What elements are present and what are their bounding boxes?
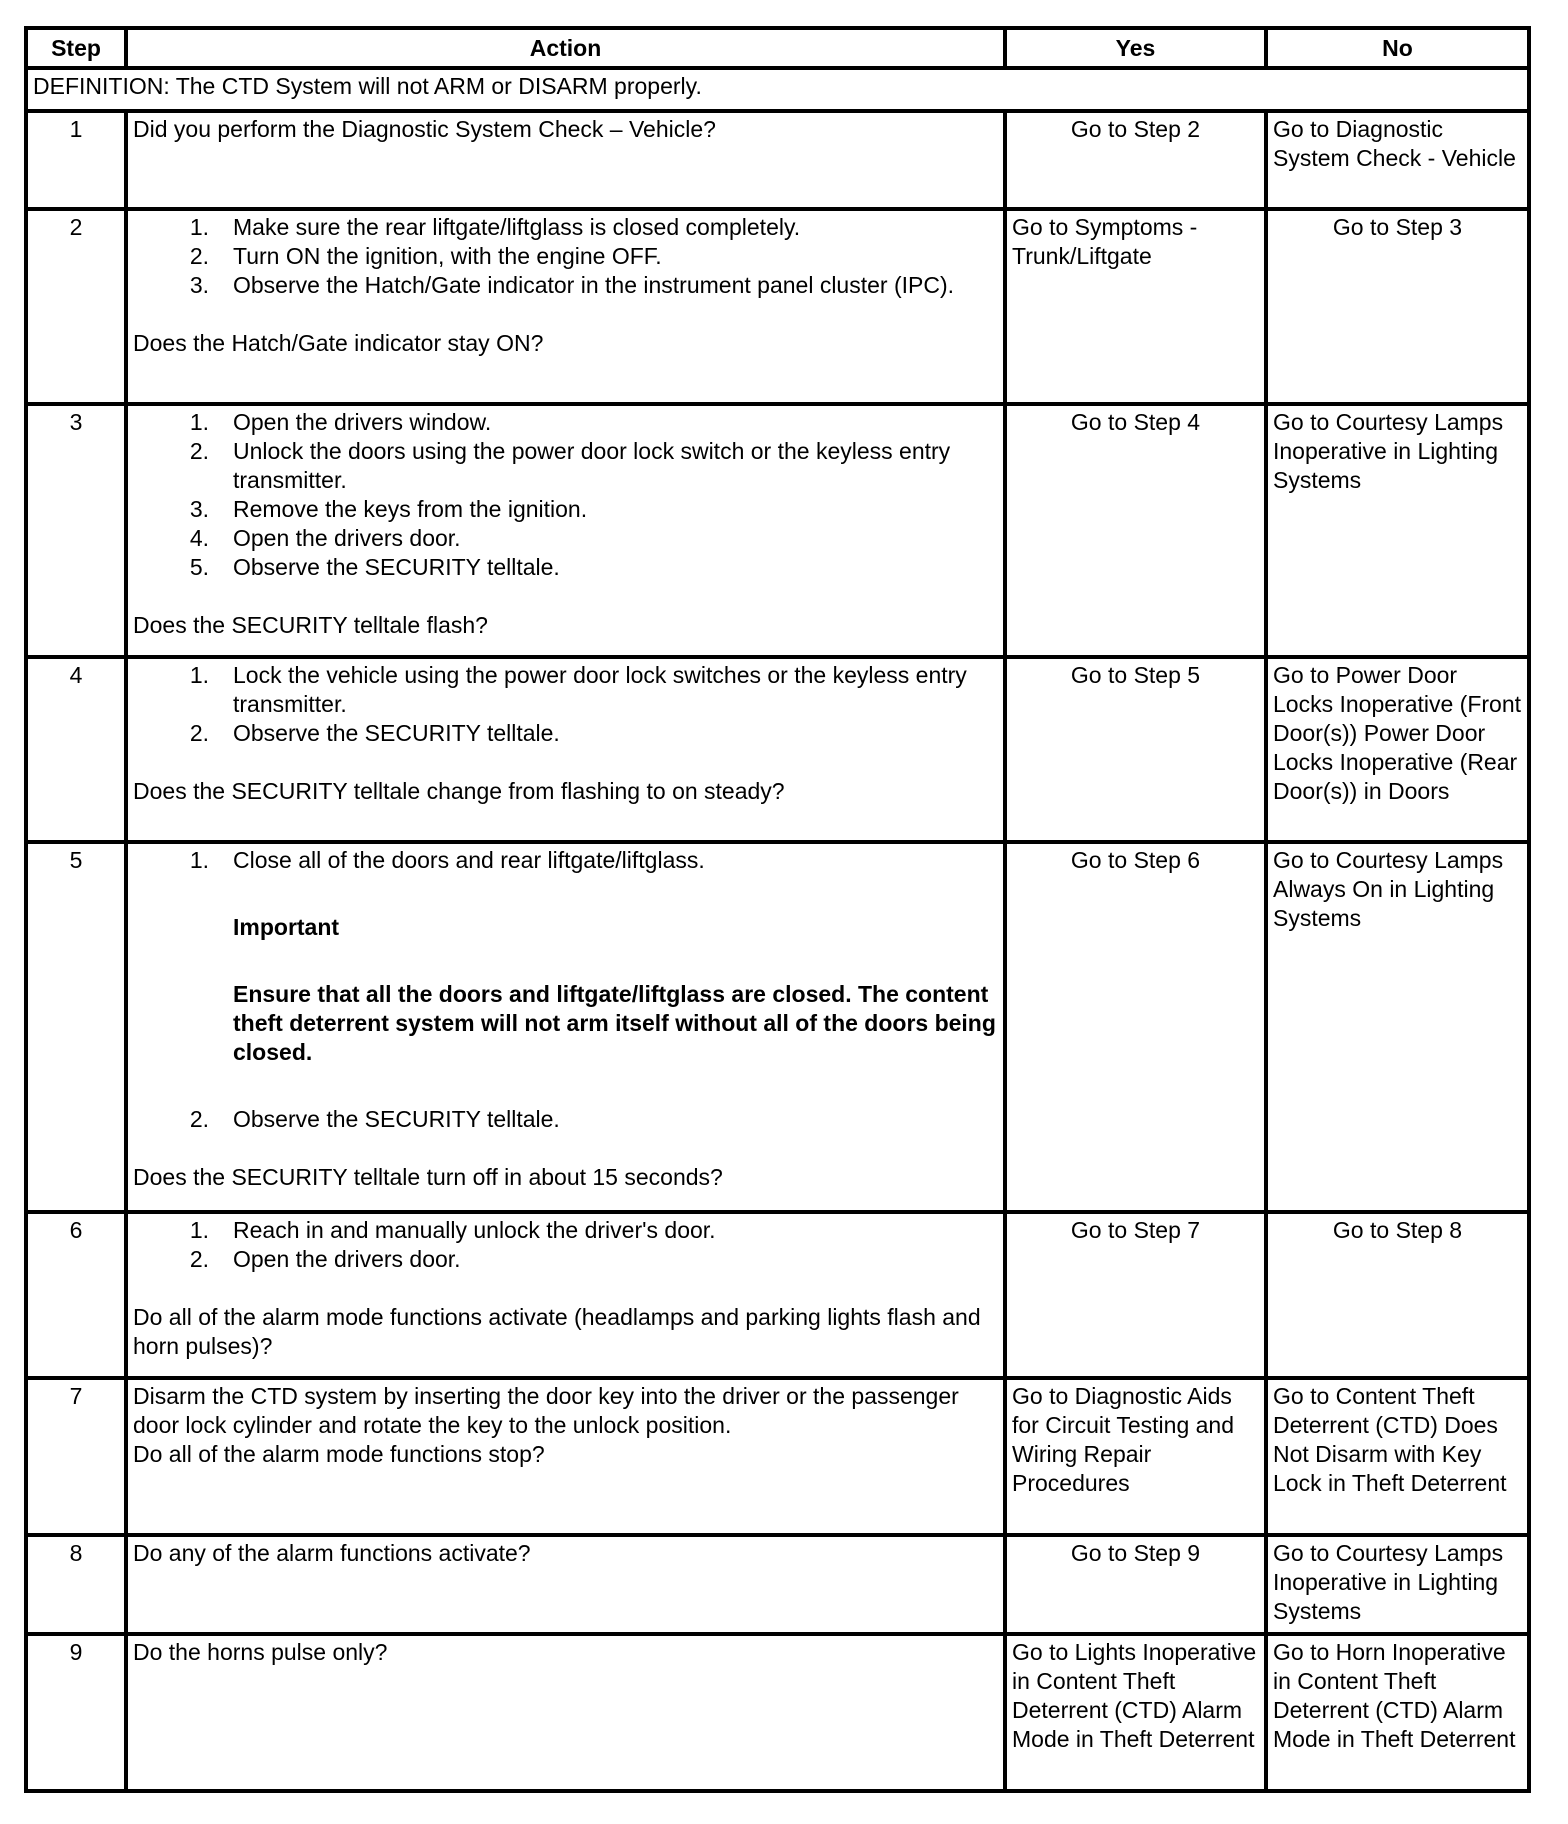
question-text: Does the SECURITY telltale flash?: [133, 612, 488, 638]
no-cell: Go to Courtesy Lamps Always On in Lighting Systems: [1266, 842, 1529, 1212]
question-text: Do the horns pulse only?: [133, 1639, 388, 1665]
substep-list: [133, 661, 998, 748]
question-text: Do all of the alarm mode functions activate (headlamps and parking lights flash and horn pulses)?: [133, 1304, 981, 1359]
table-row: [26, 657, 1529, 842]
definition-row: [26, 68, 1529, 111]
action-cell: [126, 1212, 1005, 1378]
step-number: 2: [26, 209, 126, 404]
yes-cell: Go to Step 4: [1005, 404, 1266, 657]
step-number: 9: [26, 1634, 126, 1791]
yes-cell: Go to Step 6: [1005, 842, 1266, 1212]
table-row: [26, 1212, 1529, 1378]
header-yes: Yes: [1005, 28, 1266, 68]
question-text: Did you perform the Diagnostic System Check – Vehicle?: [133, 116, 716, 142]
no-cell: Go to Courtesy Lamps Inoperative in Lighting Systems: [1266, 404, 1529, 657]
header-step: Step: [26, 28, 126, 68]
yes-cell: Go to Step 2: [1005, 111, 1266, 209]
table-row: [26, 1535, 1529, 1634]
action-cell: [126, 1535, 1005, 1634]
no-cell: Go to Power Door Locks Inoperative (Front Door(s)) Power Door Locks Inoperative (Rear Door(s)) in Doors: [1266, 657, 1529, 842]
header-row: [26, 28, 1529, 68]
yes-cell: Go to Step 9: [1005, 1535, 1266, 1634]
no-cell: Go to Step 3: [1266, 209, 1529, 404]
list-item: 2. Observe the SECURITY telltale.: [189, 1106, 560, 1132]
action-cell: [126, 111, 1005, 209]
list-item: 2. Open the drivers door.: [189, 1246, 461, 1272]
action-text: Disarm the CTD system by inserting the door key into the driver or the passenger door lock cylinder and rotate the key to the unlock position.: [133, 1383, 959, 1438]
list-item: 1. Close all of the doors and rear liftgate/liftglass.: [189, 847, 705, 873]
list-item: 3. Observe the Hatch/Gate indicator in the instrument panel cluster (IPC).: [189, 272, 954, 298]
question-text: Does the SECURITY telltale change from flashing to on steady?: [133, 778, 785, 804]
substep-list: [133, 846, 998, 875]
action-cell: [126, 1378, 1005, 1535]
diagnostic-table: [24, 26, 1531, 1793]
table-row: [26, 1634, 1529, 1791]
substep-list: [133, 1216, 998, 1274]
step-number: 1: [26, 111, 126, 209]
header-no: No: [1266, 28, 1529, 68]
table-row: [26, 404, 1529, 657]
step-number: 5: [26, 842, 126, 1212]
question-text: Does the Hatch/Gate indicator stay ON?: [133, 330, 544, 356]
table-row: [26, 111, 1529, 209]
list-item: 5. Observe the SECURITY telltale.: [189, 554, 560, 580]
yes-cell: Go to Symptoms - Trunk/Liftgate: [1005, 209, 1266, 404]
no-cell: Go to Content Theft Deterrent (CTD) Does Not Disarm with Key Lock in Theft Deterrent: [1266, 1378, 1529, 1535]
no-cell: Go to Courtesy Lamps Inoperative in Lighting Systems: [1266, 1535, 1529, 1634]
no-cell: Go to Step 8: [1266, 1212, 1529, 1378]
step-number: 6: [26, 1212, 126, 1378]
question-text: Do any of the alarm functions activate?: [133, 1540, 531, 1566]
action-cell: [126, 1634, 1005, 1791]
list-item: 1. Reach in and manually unlock the driver's door.: [189, 1217, 716, 1243]
action-cell: [126, 209, 1005, 404]
list-item: 4. Open the drivers door.: [189, 525, 461, 551]
important-note: Ensure that all the doors and liftgate/liftglass are closed. The content theft deterrent system will not arm itself without all of the doors being closed.: [233, 981, 996, 1065]
step-number: 7: [26, 1378, 126, 1535]
header-action: Action: [126, 28, 1005, 68]
step-number: 3: [26, 404, 126, 657]
definition-text: DEFINITION: The CTD System will not ARM or DISARM properly.: [26, 68, 1529, 111]
list-item: 2. Unlock the doors using the power door lock switch or the keyless entry transmitter.: [189, 438, 951, 493]
table-row: [26, 842, 1529, 1212]
action-cell: [126, 657, 1005, 842]
yes-cell: Go to Lights Inoperative in Content Theft Deterrent (CTD) Alarm Mode in Theft Deterrent: [1005, 1634, 1266, 1791]
important-heading: Important: [233, 914, 340, 940]
table-row: [26, 1378, 1529, 1535]
yes-cell: Go to Diagnostic Aids for Circuit Testing and Wiring Repair Procedures: [1005, 1378, 1266, 1535]
yes-cell: Go to Step 7: [1005, 1212, 1266, 1378]
substep-list: [133, 1105, 998, 1134]
step-number: 8: [26, 1535, 126, 1634]
question-text: Does the SECURITY telltale turn off in about 15 seconds?: [133, 1164, 723, 1190]
list-item: 3. Remove the keys from the ignition.: [189, 496, 588, 522]
table-row: [26, 209, 1529, 404]
question-text: Do all of the alarm mode functions stop?: [133, 1441, 545, 1467]
yes-cell: Go to Step 5: [1005, 657, 1266, 842]
substep-list: [133, 408, 998, 582]
list-item: 2. Turn ON the ignition, with the engine OFF.: [189, 243, 662, 269]
list-item: 1. Lock the vehicle using the power door lock switches or the keyless entry transmitter.: [189, 662, 967, 717]
list-item: 1. Open the drivers window.: [189, 409, 492, 435]
step-number: 4: [26, 657, 126, 842]
action-cell: [126, 842, 1005, 1212]
no-cell: Go to Horn Inoperative in Content Theft Deterrent (CTD) Alarm Mode in Theft Deterrent: [1266, 1634, 1529, 1791]
list-item: 2. Observe the SECURITY telltale.: [189, 720, 560, 746]
list-item: 1. Make sure the rear liftgate/liftglass is closed completely.: [189, 214, 801, 240]
no-cell: Go to Diagnostic System Check - Vehicle: [1266, 111, 1529, 209]
action-cell: [126, 404, 1005, 657]
substep-list: [133, 213, 998, 300]
